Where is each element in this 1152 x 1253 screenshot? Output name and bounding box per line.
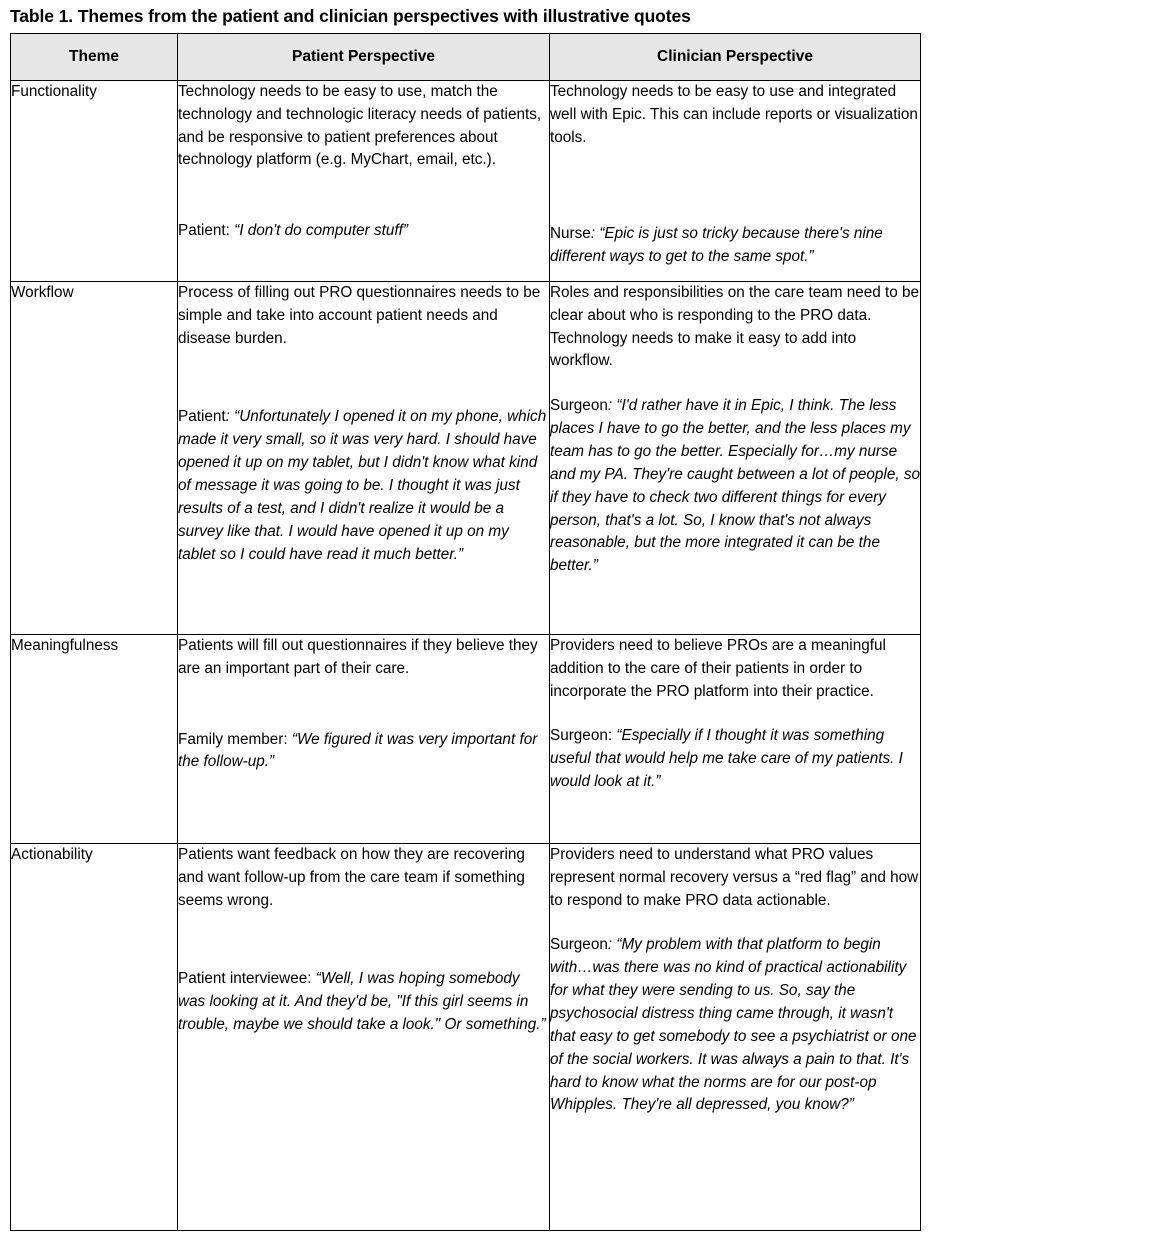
- table-header: [11, 33, 921, 80]
- patient-description: Technology needs to be easy to use, match the technology and technologic literacy needs of patients, and be responsive to patient preferences about technology platform (e.g. MyChart, email, etc.).: [178, 82, 542, 169]
- themes-table: [10, 33, 921, 1231]
- quote-speaker: Surgeon:: [550, 727, 617, 745]
- clinician-description: Technology needs to be easy to use and integrated well with Epic. This can include reports or visualization tools.: [550, 82, 918, 146]
- clinician-quote: [550, 934, 920, 1117]
- quote-speaker: Patient interviewee:: [178, 970, 316, 988]
- theme-cell: [11, 281, 178, 634]
- patient-perspective-cell: [178, 80, 550, 281]
- theme-cell: [11, 843, 178, 1230]
- clinician-description: Providers need to believe PROs are a meaningful addition to the care of their patients in order to incorporate the PRO platform into their practice.: [550, 636, 886, 700]
- table-header-row: [11, 33, 921, 80]
- quote-speaker-suffix: :: [590, 225, 600, 243]
- quote-text: “I'd rather have it in Epic, I think. The less places I have to go the better, and the less places my team has to go the better. Especially for…my nurse and my PA. They're caught between a lot of people, so if they have to check two different things for every person, that's a lot. So, I know that's not always reasonable, but the more integrated it can be the better.”: [550, 397, 920, 575]
- spacer: [178, 172, 549, 220]
- theme-cell: [11, 80, 178, 281]
- quote-text: “Especially if I thought it was something useful that would help me take care of my patients. I would look at it.”: [550, 727, 903, 791]
- spacer: [550, 373, 920, 395]
- spacer: [178, 350, 549, 406]
- quote-speaker: Surgeon: [550, 936, 608, 954]
- theme-label: Functionality: [11, 82, 97, 100]
- patient-perspective-cell: [178, 843, 550, 1230]
- quote-speaker: Patient:: [178, 222, 235, 240]
- quote-speaker-suffix: :: [225, 408, 235, 426]
- clinician-description: Providers need to understand what PRO values represent normal recovery versus a “red flag” and how to respond to make PRO data actionable.: [550, 845, 919, 909]
- patient-quote: [178, 406, 549, 566]
- spacer: [178, 912, 549, 968]
- theme-label: Workflow: [11, 283, 74, 301]
- patient-perspective-cell: [178, 281, 550, 634]
- clinician-quote: [550, 725, 920, 794]
- table-row: [11, 80, 921, 281]
- clinician-perspective-cell: [550, 634, 921, 843]
- clinician-perspective-cell: [550, 281, 921, 634]
- patient-perspective-cell: [178, 634, 550, 843]
- spacer: [178, 681, 549, 729]
- patient-description: Process of filling out PRO questionnaires needs to be simple and take into account patient needs and disease burden.: [178, 283, 541, 347]
- table-row: [11, 634, 921, 843]
- theme-cell: [11, 634, 178, 843]
- clinician-perspective-cell: [550, 80, 921, 281]
- quote-speaker: Surgeon: [550, 397, 608, 415]
- table-row: [11, 843, 921, 1230]
- quote-speaker-suffix: :: [607, 936, 617, 954]
- patient-quote: [178, 729, 549, 775]
- column-header-clinician-perspective: Clinician Perspective: [550, 33, 921, 80]
- theme-label: Actionability: [11, 845, 93, 863]
- clinician-quote: [550, 223, 920, 269]
- spacer: [550, 912, 920, 934]
- clinician-quote: [550, 395, 920, 578]
- table-caption: Table 1. Themes from the patient and clinician perspectives with illustrative quotes: [10, 6, 691, 26]
- quote-text: “Unfortunately I opened it on my phone, which made it very small, so it was very hard. I should have opened it up on my tablet, but I didn't know what kind of message it was going to be. I thought it was just results of a test, and I didn't realize it would be a survey like that. I would have opened it up on my tablet so I could have read it much better.”: [178, 408, 547, 563]
- table-body: [11, 80, 921, 1230]
- table-row: [11, 281, 921, 634]
- quote-speaker: Family member:: [178, 730, 292, 748]
- column-header-theme: Theme: [11, 33, 178, 80]
- quote-speaker: Patient: [178, 408, 226, 426]
- quote-speaker: Nurse: [550, 225, 591, 243]
- patient-quote: [178, 968, 549, 1037]
- quote-text: “I don't do computer stuff”: [234, 222, 408, 240]
- clinician-perspective-cell: [550, 843, 921, 1230]
- column-header-patient-perspective: Patient Perspective: [178, 33, 550, 80]
- patient-description: Patients will fill out questionnaires if they believe they are an important part of their care.: [178, 636, 538, 677]
- spacer: [550, 703, 920, 725]
- spacer: [550, 149, 920, 223]
- clinician-description: Roles and responsibilities on the care team need to be clear about who is responding to the PRO data. Technology needs to make it easy to add into workflow.: [550, 283, 920, 370]
- quote-text: “We figured it was very important for the follow-up.”: [178, 730, 538, 771]
- patient-description: Patients want feedback on how they are recovering and want follow-up from the care team if something seems wrong.: [178, 845, 525, 909]
- patient-quote: [178, 220, 549, 243]
- quote-speaker-suffix: :: [607, 397, 617, 415]
- quote-text: “Epic is just so tricky because there's nine different ways to get to the same spot.”: [550, 225, 883, 266]
- theme-label: Meaningfulness: [11, 636, 119, 654]
- quote-text: “My problem with that platform to begin with…was there was no kind of practical actionability for what they were sending to us. So, say the psychosocial distress thing came through, it wasn't that easy to get somebody to see a psychiatrist or one of the social workers. It was always a pain to that. It's hard to know what the norms are for our post-op Whipples. They're all depressed, you know?”: [550, 936, 917, 1114]
- quote-text: “Well, I was hoping somebody was looking at it. And they'd be, "If this girl seems in trouble, maybe we should take a look." Or something.”: [178, 970, 546, 1034]
